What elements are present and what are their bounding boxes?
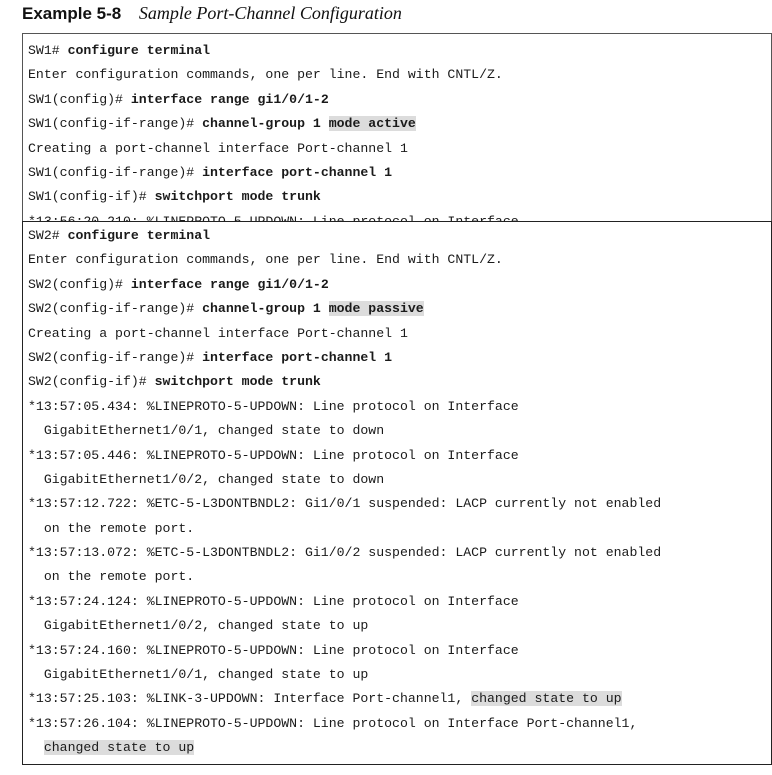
sw2-line xyxy=(28,541,766,565)
command-text: interface range gi1/0/1-2 xyxy=(130,276,329,292)
command-text: mode active xyxy=(328,116,416,132)
sw2-line xyxy=(28,736,766,760)
command-text: channel-group 1 xyxy=(202,301,329,317)
output-text: SW1(config-if)# xyxy=(28,189,155,205)
sw2-line xyxy=(28,444,766,468)
sw2-line xyxy=(28,322,766,346)
sw1-line xyxy=(28,185,766,209)
output-text: SW2(config-if-range)# xyxy=(28,349,203,365)
highlighted-text: changed state to up xyxy=(471,691,622,707)
sw2-line xyxy=(28,346,766,370)
output-text: SW1# xyxy=(28,43,68,58)
command-text: mode passive xyxy=(328,301,424,317)
output-text: SW2(config-if-range)# xyxy=(28,301,203,317)
output-text: *13:57:12.722: %ETC-5-L3DONTBNDL2: Gi1/0/1 suspended: LACP currently not enabled xyxy=(28,496,662,512)
output-text: *13:57:25.103: %LINK-3-UPDOWN: Interface Port-channel1, xyxy=(28,691,472,707)
sw2-config-lines xyxy=(28,224,766,761)
command-text: channel-group 1 xyxy=(202,116,329,132)
command-text: switchport mode trunk xyxy=(154,189,321,205)
output-text: *13:57:05.434: %LINEPROTO-5-UPDOWN: Line protocol on Interface xyxy=(28,398,519,414)
sw2-line xyxy=(28,370,766,394)
sw1-config-lines xyxy=(28,39,766,234)
output-text: GigabitEthernet1/0/1, changed state to down xyxy=(28,423,385,439)
sw2-line xyxy=(28,419,766,443)
command-text: interface port-channel 1 xyxy=(202,349,393,365)
output-text: Creating a port-channel interface Port-channel 1 xyxy=(28,140,408,156)
command-text: switchport mode trunk xyxy=(154,374,321,390)
output-text: *13:57:13.072: %ETC-5-L3DONTBNDL2: Gi1/0/2 suspended: LACP currently not enabled xyxy=(28,545,662,561)
output-text: SW1(config-if-range)# xyxy=(28,116,203,132)
output-text: GigabitEthernet1/0/1, changed state to up xyxy=(28,667,369,683)
command-text: interface range gi1/0/1-2 xyxy=(130,91,329,107)
sw2-line xyxy=(28,663,766,687)
command-text: interface port-channel 1 xyxy=(202,164,393,180)
sw2-line xyxy=(28,687,766,711)
sw2-line xyxy=(28,492,766,516)
output-text: Creating a port-channel interface Port-channel 1 xyxy=(28,325,408,341)
example-caption xyxy=(22,0,402,26)
sw2-line xyxy=(28,297,766,321)
highlighted-text: changed state to up xyxy=(43,740,195,756)
sw2-line xyxy=(28,590,766,614)
sw2-line xyxy=(28,565,766,589)
output-text: GigabitEthernet1/0/2, changed state to down xyxy=(28,471,385,487)
sw1-line xyxy=(28,161,766,185)
sw2-line xyxy=(28,468,766,492)
sw1-config-box xyxy=(22,33,772,221)
output-text: Enter configuration commands, one per line. End with CNTL/Z. xyxy=(28,252,503,268)
sw2-line xyxy=(28,517,766,541)
output-text: on the remote port. xyxy=(28,569,195,585)
output-text: SW1(config)# xyxy=(28,91,131,107)
sw2-line xyxy=(28,614,766,638)
sw1-line xyxy=(28,39,766,63)
example-title: Sample Port-Channel Configuration xyxy=(138,3,402,23)
sw1-line xyxy=(28,137,766,161)
command-text: configure terminal xyxy=(67,228,211,243)
output-text: *13:57:24.160: %LINEPROTO-5-UPDOWN: Line protocol on Interface xyxy=(28,642,519,658)
sw2-config-box xyxy=(22,221,772,765)
output-text: *13:57:05.446: %LINEPROTO-5-UPDOWN: Line protocol on Interface xyxy=(28,447,519,463)
output-text: SW2(config)# xyxy=(28,276,131,292)
output-text: SW2(config-if)# xyxy=(28,374,155,390)
output-text: GigabitEthernet1/0/2, changed state to up xyxy=(28,618,369,634)
sw1-line xyxy=(28,88,766,112)
output-text: SW1(config-if-range)# xyxy=(28,164,203,180)
example-label: Example 5-8 xyxy=(22,4,122,23)
output-text: SW2# xyxy=(28,228,68,243)
sw2-line xyxy=(28,248,766,272)
sw2-line xyxy=(28,639,766,663)
output-text: on the remote port. xyxy=(28,520,195,536)
output-text: *13:57:24.124: %LINEPROTO-5-UPDOWN: Line protocol on Interface xyxy=(28,593,519,609)
sw2-line xyxy=(28,224,766,248)
output-text: Enter configuration commands, one per line. End with CNTL/Z. xyxy=(28,67,503,83)
sw2-line xyxy=(28,712,766,736)
sw1-line xyxy=(28,63,766,87)
output-text: *13:57:26.104: %LINEPROTO-5-UPDOWN: Line protocol on Interface Port-channel1, xyxy=(28,715,638,731)
sw2-line xyxy=(28,395,766,419)
output-text xyxy=(28,740,44,755)
sw1-line xyxy=(28,112,766,136)
sw2-line xyxy=(28,273,766,297)
command-text: configure terminal xyxy=(67,43,211,58)
